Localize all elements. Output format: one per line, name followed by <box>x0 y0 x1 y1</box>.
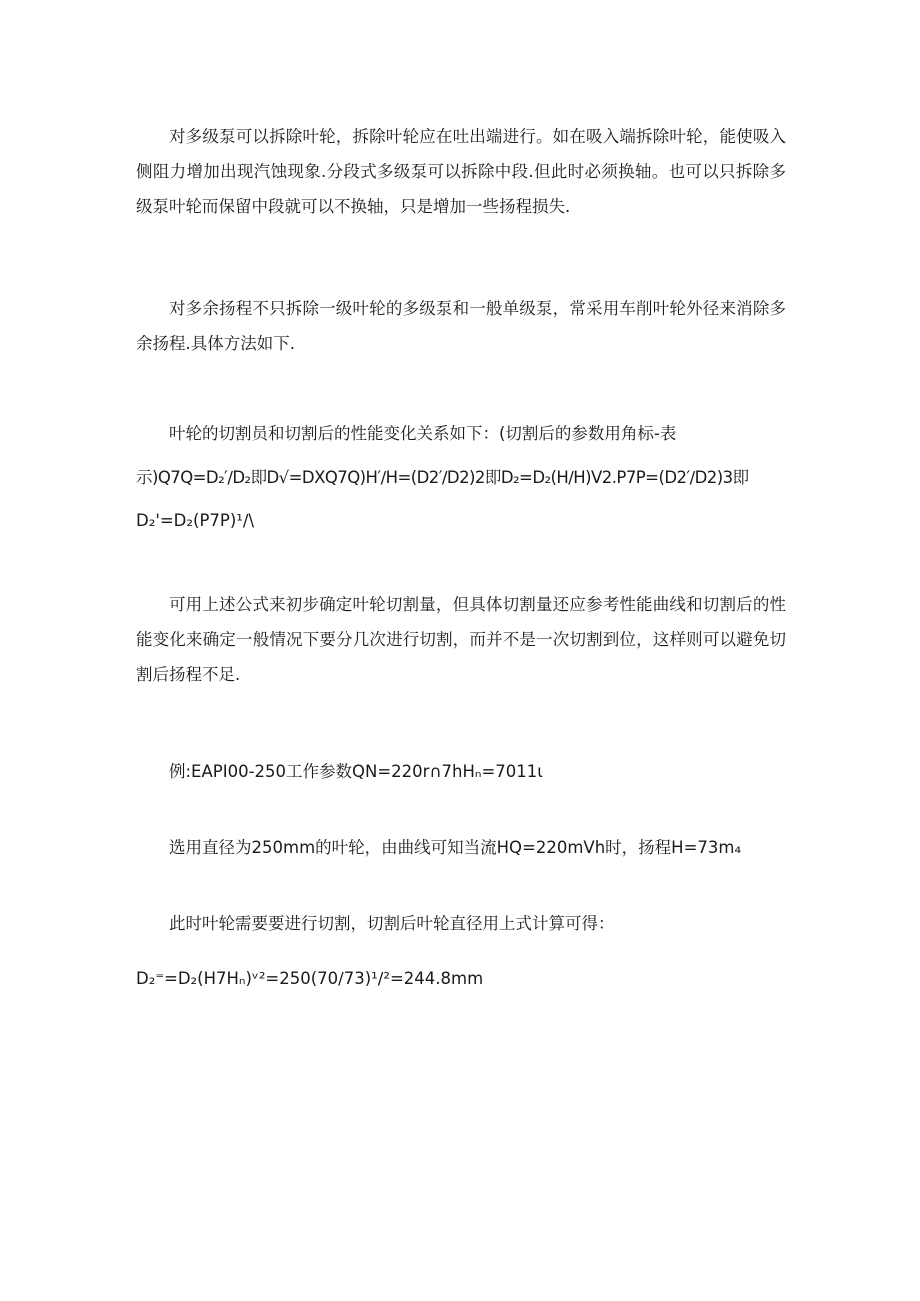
paragraph-example-selection: 选用直径为250mm的叶轮，由曲线可知当流HQ=220mVh时，扬程H=73m₄ <box>169 838 742 857</box>
paragraph-example-params: 例:EAPI00-250工作参数QN=220r∩7hHₙ=7011ι <box>169 762 543 781</box>
paragraph-cut-relation-line2: 示)Q7Q=D₂′∕D₂即D√=DXQ7Q)H′∕H=(D2′∕D2)2即D₂=D₂(H∕H)V2.P7P=(D2′∕D2)3即 <box>136 468 749 487</box>
paragraph-remove-impeller: 对多级泵可以拆除叶轮，拆除叶轮应在吐出端进行。如在吸入端拆除叶轮，能使吸入侧阻力增加出现汽蚀现象.分段式多级泵可以拆除中段.但此时必须换轴。也可以只拆除多级泵叶轮而保留中段就可以不换轴，只是增加一些扬程损失. <box>136 127 786 216</box>
formula-result: D₂⁼=D₂(H7Hₙ)ᵛ²=250(70∕73)¹∕²=244.8mm <box>136 969 484 988</box>
paragraph-example-cut: 此时叶轮需要要进行切割，切割后叶轮直径用上式计算可得： <box>169 914 615 933</box>
paragraph-cut-procedure: 可用上述公式来初步确定叶轮切割量，但具体切割量还应参考性能曲线和切割后的性能变化来确定一般情况下要分几次进行切割，而并不是一次切割到位，这样则可以避免切割后扬程不足. <box>136 595 786 684</box>
paragraph-trim-impeller: 对多余扬程不只拆除一级叶轮的多级泵和一般单级泵，常采用车削叶轮外径来消除多余扬程.具体方法如下. <box>136 299 786 353</box>
paragraph-cut-relation-line1: 叶轮的切割员和切割后的性能变化关系如下：(切割后的参数用角标-表 <box>169 424 677 443</box>
paragraph-cut-relation-line3: D₂'=D₂(P7P)¹∕\ <box>136 511 255 530</box>
